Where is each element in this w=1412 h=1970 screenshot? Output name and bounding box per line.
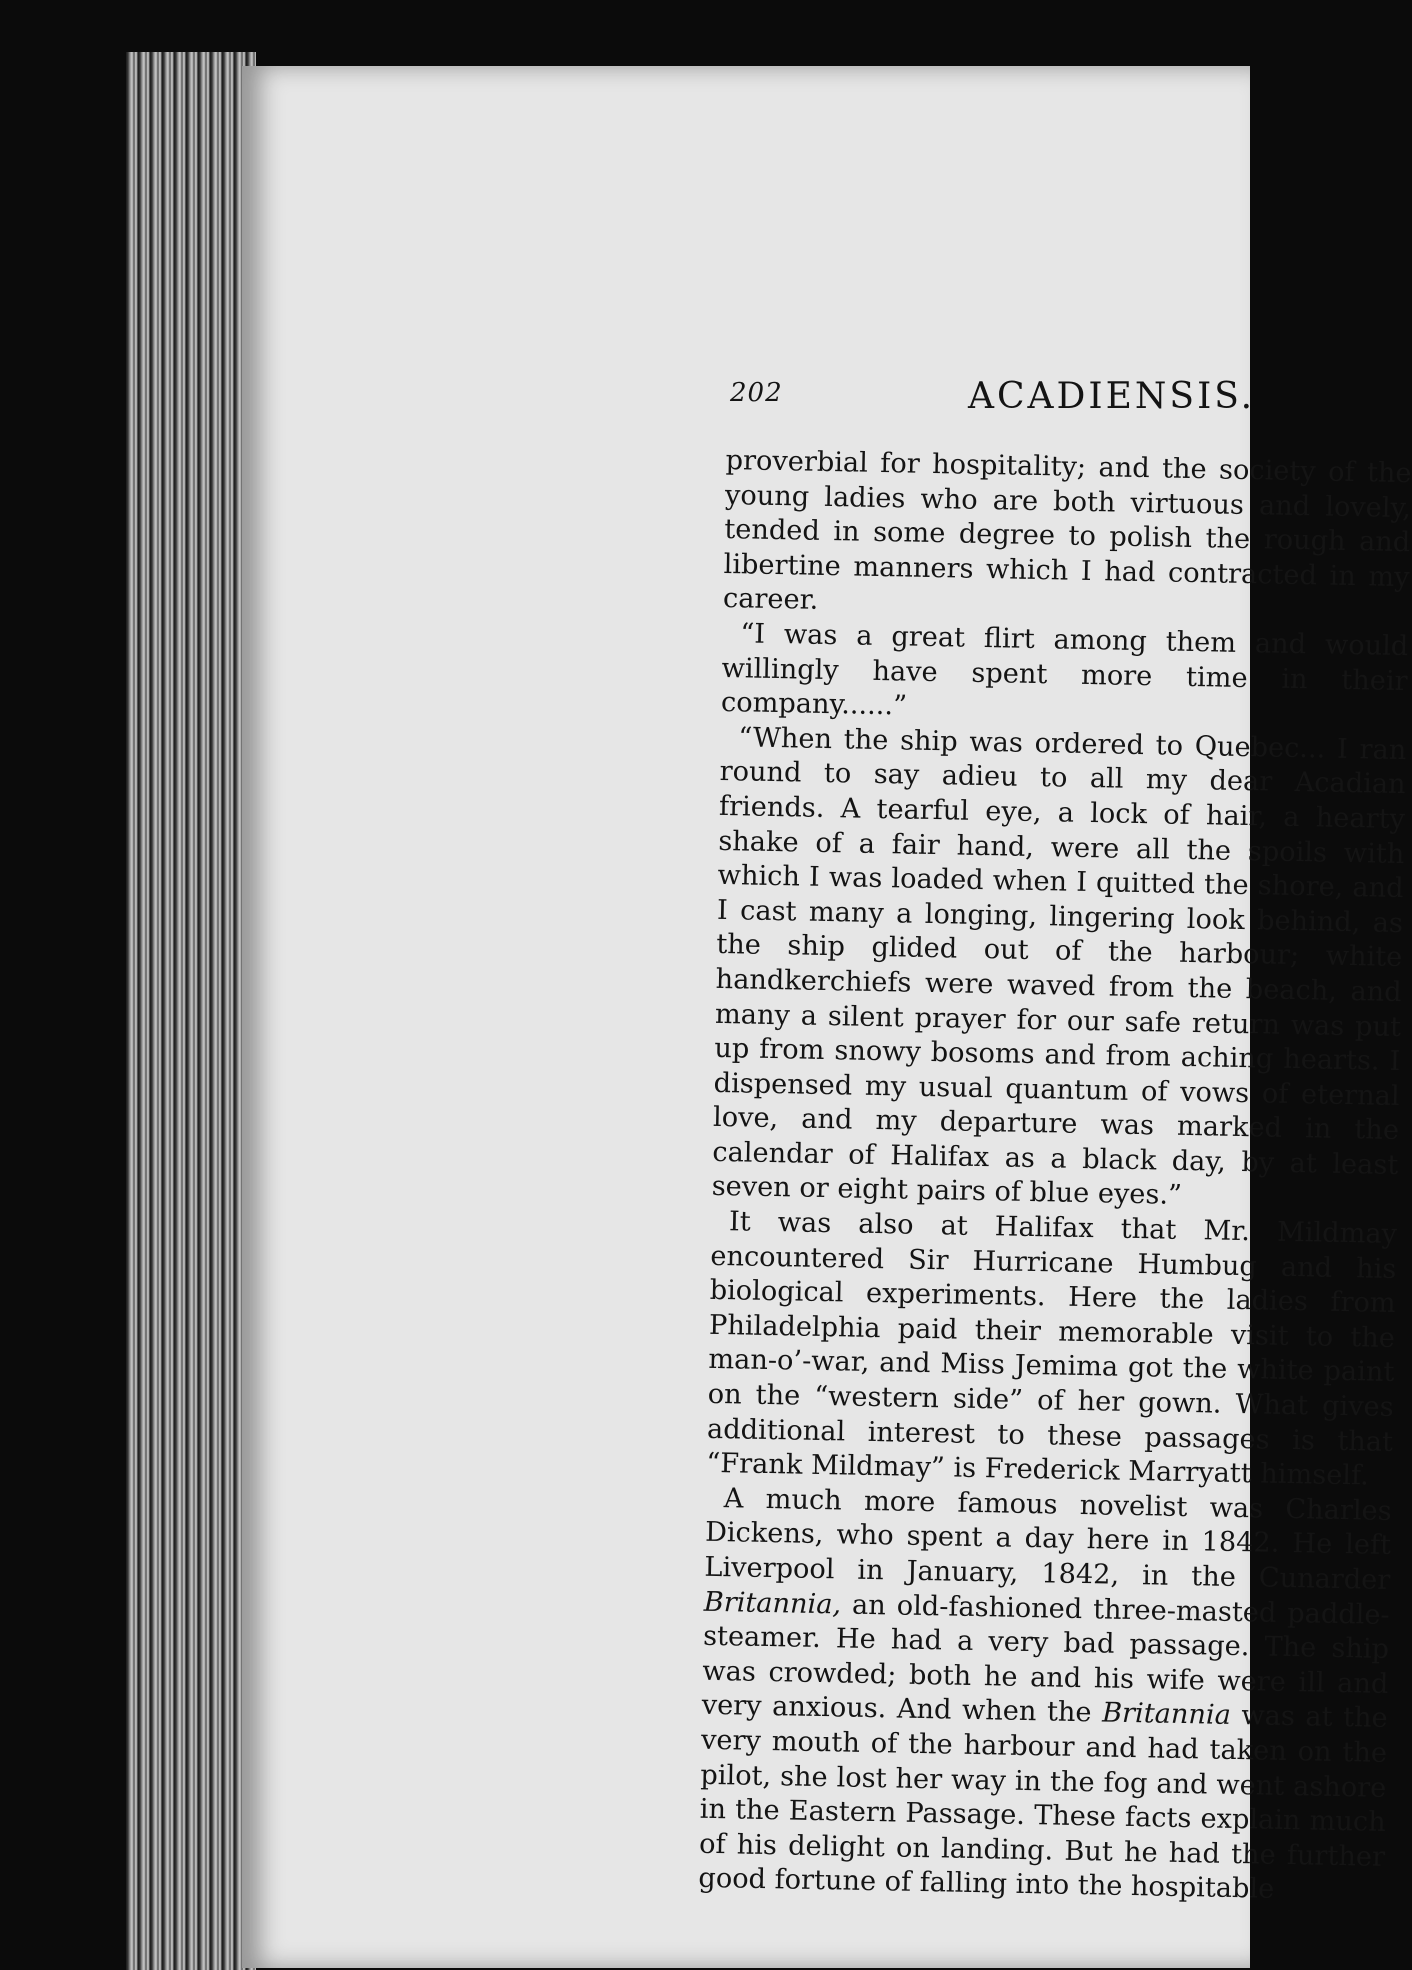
paragraph [721, 617, 1409, 734]
paragraph [706, 1205, 1397, 1495]
ship-name-italic: Britannia, [703, 1586, 842, 1621]
paragraph-text: an old-fashioned three-masted paddle-steamer. He had a very bad passage. The ship was crowded; both he and his wife were ill and very anxious. And when the [701, 1589, 1390, 1729]
running-title: ACADIENSIS. [968, 376, 1256, 417]
paragraph-text: “I was a great flirt among them and would willingly have spent more time in their company......” [720, 618, 1409, 722]
book-page-edges [126, 52, 256, 1970]
ship-name-italic: Britannia [1101, 1697, 1232, 1732]
body-text [698, 444, 1412, 1910]
paragraph-text: proverbial for hospitality; and the society of the young ladies who are both virtuous and lovely, tended in some degree to polish the rough and libertine manners which I had contracted in my career. [722, 444, 1412, 617]
paragraph-text: It was also at Halifax that Mr. Mildmay encountered Sir Hurricane Humbug and his biological experiments. Here the ladies from Philadelphia paid their memorable visit to the man-o’-war, and Miss Jemima got the white paint on the “western side” of her gown. What gives additional interest to these passages is that “Frank Mildmay” is Frederick Marryatt himself. [706, 1206, 1398, 1492]
paragraph [723, 444, 1412, 630]
paragraph [711, 721, 1406, 1218]
paragraph-text: A much more famous novelist was Charles Dickens, who spent a day here in 1842. He left Liverpool in January, 1842, in the Cunarder [704, 1482, 1392, 1596]
paragraph-text: was at the very mouth of the harbour and had taken on the pilot, she lost her way in the fog and went ashore in the Eastern Passage. These facts explain much of his delight on landing. But he had the further good fortune of falling into the hospitable [698, 1700, 1388, 1906]
paragraph [698, 1482, 1392, 1910]
page-number: 202 [730, 378, 783, 408]
paragraph-text: “When the ship was ordered to Quebec... I ran round to say adieu to all my dear Acadian friends. A tearful eye, a lock of hair, a hearty shake of a fair hand, were all the spoils with which I was loaded when I quitted the shore, and I cast many a longing, lingering look behind, as the ship glided out of the harbour; white handkerchiefs were waved from the beach, and many a silent prayer for our safe return was put up from snowy bosoms and from aching hearts. I dispensed my usual quantum of vows of eternal love, and my departure was marked in the calendar of Halifax as a black day, by at least seven or eight pairs of blue eyes.” [711, 722, 1407, 1212]
running-head [482, 308, 1412, 417]
book-page [242, 66, 1412, 1968]
